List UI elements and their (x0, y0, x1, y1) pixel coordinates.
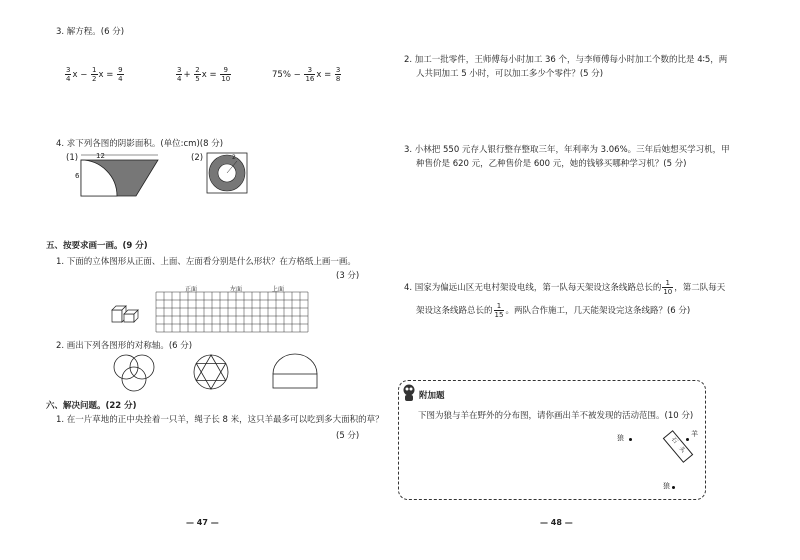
semicircle-rectangle-figure[interactable] (270, 352, 320, 392)
wolf-2-label: 狼 (663, 482, 670, 490)
wolf-1-label: 狼 (617, 434, 624, 442)
figure-1-label: (1) (66, 153, 79, 163)
trapezoid-figure (80, 150, 170, 200)
equation-2: $\frac{3}{4}$ + $\frac{2}{5}$ x = $\frac{9}{10}$ (177, 66, 231, 83)
r-q2-line1: 2. 加工一批零件，王师傅每小时加工 36 个，与李师傅每小时加工个数的比是 4∶5，两 (404, 55, 728, 65)
sec6-q1-text: 1. 在一片草地的正中央拴着一只羊，绳子长 8 米，这只羊最多可以吃到多大面积的草？ (56, 415, 384, 425)
sec6-q1-score: (5 分) (336, 431, 360, 441)
sheep-point[interactable] (686, 438, 689, 441)
r-q4-line2: 架设这条线路总长的 $\frac{1}{15}$ 。两队合作施工，几天能架设完这条线路？(6 分) (416, 302, 691, 319)
square-ring-figure (206, 152, 250, 196)
r-q3-line1: 3. 小林把 550 元存人银行整存整取三年，年利率为 3.06%。三年后她想买学习机，甲 (404, 145, 730, 155)
view-front-label: 正面 (185, 286, 198, 293)
dimension-side: 6 (75, 172, 80, 180)
grid-paper[interactable] (156, 292, 308, 334)
cube-stack-figure (110, 302, 144, 324)
q3-title: 3. 解方程。(6 分) (56, 27, 125, 37)
r-q2-line2: 人共同加工 5 小时，可以加工多少个零件？(5 分) (416, 69, 604, 79)
sec5-q2-text: 2. 画出下列各图形的对称轴。(6 分) (56, 341, 193, 351)
page-number-left: — 47 — (186, 518, 219, 527)
r-q4-line1: 4. 国家为偏远山区无电村架设电线，第一队每天架设这条线路总长的 $\frac{1}{10}$ ，第二队每天 (404, 279, 726, 296)
page-number-right: — 48 — (540, 518, 573, 527)
figure-2-label: (2) (191, 153, 204, 163)
robot-mascot-icon (402, 383, 416, 403)
wolf-1-point[interactable] (629, 438, 632, 441)
dimension-circle: 2 (232, 154, 236, 161)
section-5-title: 五、按要求画一画。(9 分) (46, 241, 148, 251)
sheep-label: 羊 (691, 430, 698, 438)
bonus-tag: 附加题 (419, 391, 445, 401)
section-6-title: 六、解决问题。(22 分) (46, 401, 137, 411)
view-left-label: 左面 (230, 286, 243, 293)
r-q3-line2: 种售价是 620 元，乙种售价是 600 元，她的钱够买哪种学习机？(5 分) (416, 159, 687, 169)
q4-title: 4. 求下列各图的阴影面积。(单位:cm)(8 分) (56, 139, 224, 149)
bonus-text: 下图为狼与羊在野外的分布图，请你画出羊不被发现的活动范围。(10 分) (418, 411, 694, 421)
hexagram-circle-figure[interactable] (190, 352, 232, 394)
sec5-q1-score: (3 分) (336, 271, 360, 281)
equation-3: 75% − $\frac{3}{16}$ x = $\frac{3}{8}$ (272, 66, 341, 83)
dimension-top: 12 (96, 152, 105, 160)
view-top-label: 上面 (272, 286, 285, 293)
three-circles-figure[interactable] (108, 352, 162, 392)
stone-barrier: 石 头 (663, 430, 694, 463)
equation-1: $\frac{3}{4}$ x − $\frac{1}{2}$ x = $\frac{9}{4}$ (66, 66, 123, 83)
wolf-2-point[interactable] (672, 486, 675, 489)
sec5-q1-text: 1. 下面的立体图形从正面、上面、左面看分别是什么形状？在方格纸上画一画。 (56, 257, 356, 267)
